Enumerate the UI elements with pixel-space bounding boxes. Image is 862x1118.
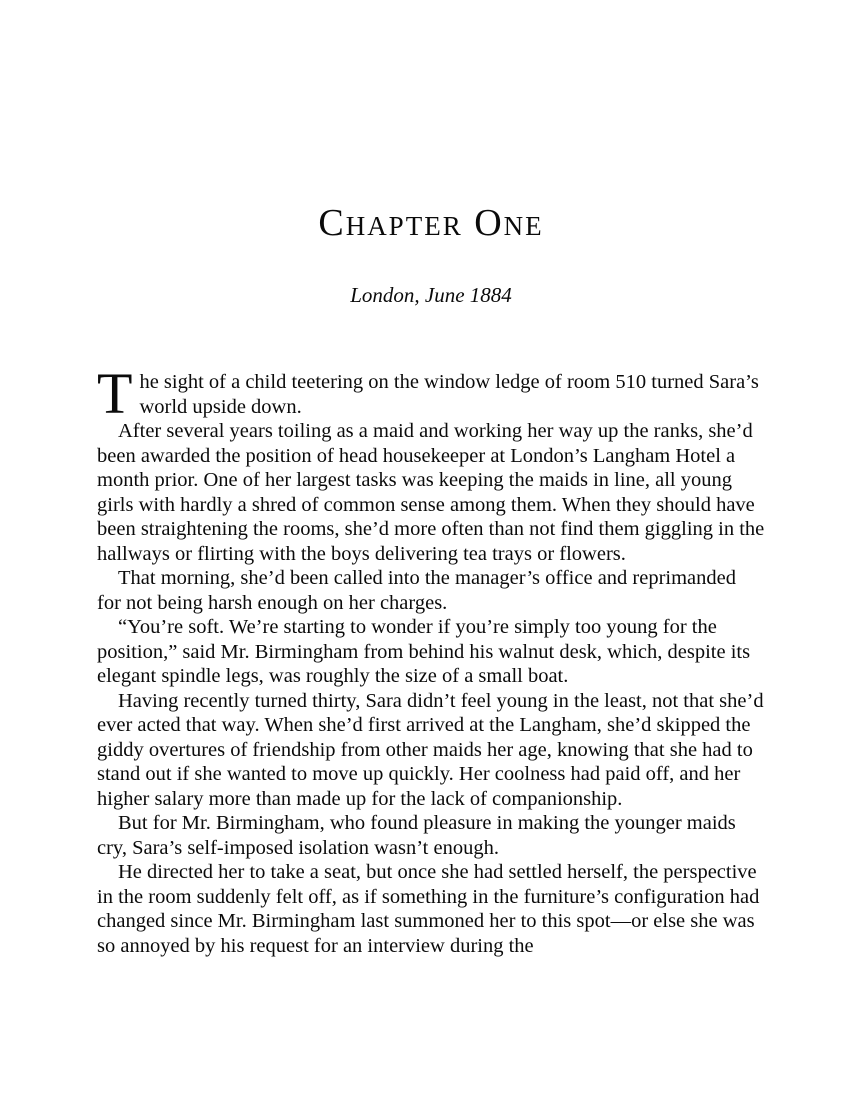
paragraph: “You’re soft. We’re starting to wonder if you’re simply too young for the position,” said Mr. Birmingham from behind his walnut desk, which, despite its elegant spindle legs, was roughly the size of a small boat.	[97, 616, 751, 687]
body-text	[97, 361, 765, 958]
paragraph: That morning, she’d been called into the manager’s office and reprimanded for not being harsh enough on her charges.	[97, 567, 737, 614]
paragraph: After several years toiling as a maid and working her way up the ranks, she’d been awarded the position of head housekeeper at London’s Langham Hotel a month prior. One of her largest tasks was keeping the maids in line, all young girls with hardly a shred of common sense among them. When they should have been straightening the rooms, she’d more often than not find them giggling in the hallways or flirting with the boys delivering tea trays or flowers.	[97, 420, 765, 565]
paragraph: He directed her to take a seat, but once she had settled herself, the perspective in the room suddenly felt off, as if something in the furniture’s configuration had changed since Mr. Birmingham last summoned her to this spot—or else she was so annoyed by his request for an interview during the	[97, 861, 760, 957]
drop-cap: T	[97, 361, 133, 426]
paragraph: The sight of a child teetering on the window ledge of room 510 turned Sara’s world upside down.	[97, 361, 759, 426]
chapter-title: Chapter One	[318, 202, 544, 244]
paragraph: Having recently turned thirty, Sara didn’t feel young in the least, not that she’d ever acted that way. When she’d first arrived at the Langham, she’d skipped the giddy overtures of friendship from other maids her age, knowing that she had to stand out if she wanted to move up quickly. Her coolness had paid off, and her higher salary more than made up for the lack of companionship.	[97, 689, 764, 810]
chapter-dateline: London, June 1884	[350, 283, 512, 307]
paragraph: But for Mr. Birmingham, who found pleasure in making the younger maids cry, Sara’s self-imposed isolation wasn’t enough.	[97, 812, 736, 859]
